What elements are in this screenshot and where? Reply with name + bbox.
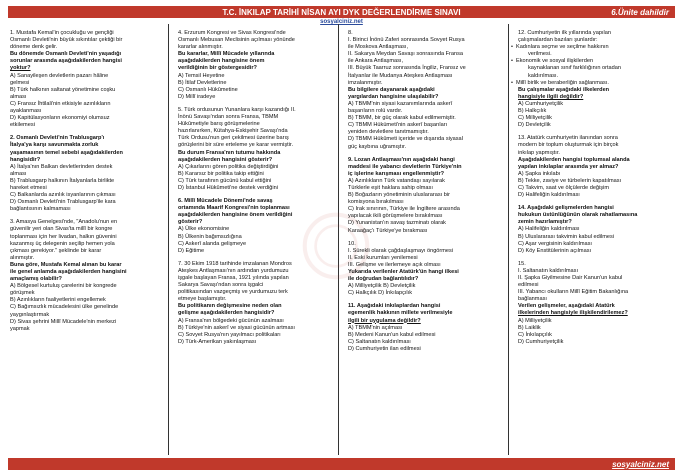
question-line: gelmesi [10,79,30,86]
question-line: işgale başlayan Fransa, 1921 yılında yapılan [178,275,289,281]
question-line: D) Osmanlı Devleti'nin Trablusgarp'ile kara [10,199,116,206]
question-line: B) Uluslararası takvimin kabul edilmesi [518,233,615,240]
question-block [348,157,504,235]
question-line: iç işlerine karışması engellenmiştir? [348,170,445,177]
question-line: yeniden devletlere tanıtmamıştır. [348,129,429,136]
question-line: C) TBMM Hükümeti'nin askerî başarıları [348,122,448,129]
question-block [10,219,166,333]
question-line: Ateşkes Antlaşması'nın ardından yurdumuzu [178,267,289,274]
question-line: C) Milliyetçilik [518,115,552,122]
question-line: Karaağaç'ı Türkiye'ye bırakması [348,227,428,234]
question-line: Osmanlı Mebusan Meclisinin açılması yönünde [178,37,295,44]
question-line: İnönü Savaşı'ndan sonra Fransa, TBMM [178,114,279,121]
question-line: C) Türk tarafının gücünü kabul ettiğini [178,177,272,184]
question-line: hareket etmesi [10,184,47,191]
question-line: modern bir toplum oluşturmak için birçok [518,142,619,149]
question-line: verildiğinin bir göstergesidir? [178,65,257,72]
question-line: C) Aşar vergisinin kaldırılması [518,240,592,247]
question-line: • Kadınlara seçme ve seçilme hakkının [518,44,674,51]
question-line: A) Sanayileşen devletlerin pazarı hâline [10,72,109,79]
question-block [178,30,334,101]
question-line: C) Saltanatın kaldırılması [348,338,411,345]
question-line: A) Fransa'nın bölgedeki gücünün azalması [178,317,284,324]
question-line: 1. Mustafa Kemal'in çocukluğu ve gençliği [10,30,114,36]
question-line: A) Çıkarlarını gören politika değiştirdiğini [178,163,279,170]
question-block [10,135,166,213]
question-line: Bu kararlar, Millî Mücadele yıllarında [178,51,275,58]
question-line: politikasından vazgeçmiş ve yurdumuzu terk [178,289,288,296]
question-line: A) Ülke ekonomisine [178,226,230,233]
question-line: ortamında Maarif Kongresi'nin toplanması [178,205,290,212]
question-line: A) Milliyetçilik B) Devletçilik [348,283,416,290]
question-line: A) Azınlıkların Türk vatandaşı sayılarak [348,177,445,184]
question-line: aşağıdakilerden hangisine önem [178,58,265,65]
column-4 [515,30,674,352]
question-line: çalışmalardan bazıları şunlardır: [518,37,598,44]
unit-note: 6.Ünite dahildir [611,7,669,17]
question-block [10,30,166,129]
question-line: B) TBMM, bir güç olarak kabul edilmemiştir. [348,115,456,122]
question-line: Hükûmetiyle barış görüşmelerine [178,121,260,128]
question-line: güvenilir yeri olan Sivas'ta millî bir kongre [10,226,113,233]
question-line: edilmesi [518,282,539,289]
question-line: B) İtilaf Devletlerine [178,79,227,86]
question-line: ayaklanması [10,108,42,115]
question-line: kaldırılması. [528,72,559,79]
question-line: C) Sovyet Rusya'nın yayılmacı politikaları [178,331,281,338]
question-line: Sakarya Savaşı'ndan sonra işgalci [178,282,264,289]
question-line: B) Azınlıkların faaliyetlerini engellemek [10,297,106,304]
question-block [178,107,334,192]
question-line: Aşağıdakilerden hangisi toplumsal alanda [518,156,630,163]
question-line: inkılap yapmıştır. [518,149,560,156]
question-line: A) Milliyetçilik [518,317,552,324]
question-line: D) Devletçilik [518,122,551,129]
question-line: III. Büyük Taarruz sonrasında İngiliz, Fransız ve [348,65,466,72]
question-line: 13. Atatürk cumhuriyetin ilanından sonra [518,135,618,142]
question-line: gösterir? [178,219,203,226]
question-line: hazırlanırken, Kütahya-Eskişehir Savaşı'nda [178,128,288,135]
question-line: yaygınlaştırmak [10,311,50,318]
question-line: 7. 30 Ekim 1918 tarihinde imzalanan Mondros [178,260,292,267]
question-line: 12. Cumhuriyetin ilk yıllarında yapılan [518,30,611,36]
question-line: I. Birinci İnönü Zaferi sonrasında Sovyet Rusya [348,37,465,44]
question-line: alması [10,93,27,100]
question-line: C) Halkçılık D) İnkılapçılık [348,290,413,297]
question-line: yapılan inkılaplar arasında yer almaz? [518,163,619,170]
column-3 [348,30,504,359]
question-line: hukukun üstünlüğünün olarak rahatlamasına [518,212,638,219]
question-line: C) Askerî alanda gelişmeye [178,240,247,247]
question-line: II. Sakarya Meydan Savaşı sonrasında Fransa [348,51,464,58]
question-line: çıkması gerekiyor." şeklinde bir karar [10,247,102,254]
question-line: sorunlar arasında aşağıdakilerden hangisi [10,58,122,65]
question-line: • Millî birlik ve beraberliğin sağlanması. [518,80,674,87]
question-block [178,198,334,255]
question-line: yargılardan hangisine ulaşılabilir? [348,93,439,100]
question-line: 9. Lozan Antlaşması'nın aşağıdaki hangi [348,156,455,163]
question-line: verilmesi. [528,51,552,58]
question-line: B) Laiklik [518,324,541,331]
question-line: imzalanmıştır. [348,79,383,86]
question-line: Türklerle eşit haklara sahip olması [348,184,433,191]
question-line: hangisidir? [10,156,41,163]
question-block [518,205,674,255]
question-line: bağlanması [518,296,547,303]
question-line: ilgili bir uygulama değildir? [348,317,421,324]
question-line: ile Moskova Antlaşması, [348,44,409,51]
question-line: alması [10,170,27,177]
question-line: D) Cumhuriyetin ilan edilmesi [348,345,421,352]
question-line: A) Şapka inkılabı [518,170,561,177]
question-line: aşağıdakilerden hangisini gösterir? [178,156,273,163]
question-line: görüşlerini bir süre erteleme ye karar vermiştir. [178,142,294,149]
question-line: C) Takvim, saat ve ölçülerde değişim [518,184,609,191]
site-link-top[interactable]: sosyalciniz.net [320,19,363,25]
column-2 [178,30,334,352]
question-line: Bu durum Fransa'nın tutumu hakkında [178,149,281,156]
question-line: toplanması için her livadan, halkın güvenini [10,233,117,240]
question-line: Verilen gelişmeler, aşağıdaki Atatürk [518,303,615,310]
question-line: II. Şapka Giyilmesine Dair Kanun'un kabul [518,275,623,281]
question-line: amaçlamış olabilir? [10,276,62,283]
question-line: D) Kapitülasyonların ekonomiyi olumsuz [10,115,110,122]
question-line: 8. [348,30,353,36]
question-line: yaşamasının temel sebebi aşağıdakilerden [10,149,123,156]
question-line: D) Eğitime [178,247,205,254]
question-line: etkilemesi [10,122,35,129]
column-divider [168,24,169,455]
question-line: etmeye başlamıştır. [178,296,227,303]
question-line: ile doğrudan bağlantılıdır? [348,276,419,283]
exam-title: T.C. İNKILAP TARİHİ NİSAN AYI DYK DEĞERLENDİRME SINAVI [222,7,461,17]
question-block [518,135,674,199]
question-block [518,261,674,346]
question-line: D) Millî iradeye [178,93,216,100]
question-line: D) Köy Enstitülerinin açılması [518,247,592,254]
question-line: 14. Aşağıdaki gelişmelerden hangisi [518,205,614,212]
question-line: D) TBMM Hükûmeti içeride ve dışarıda siyasal [348,136,463,143]
question-line: Bu bilgilere dayanarak aşağıdaki [348,86,435,93]
question-line: I. Sürekli olarak çağdaşlaşmayı öngörmesi [348,247,454,254]
question-line: B) Boğazların yönetiminin uluslararası bir [348,192,450,199]
question-line: Bu politikanın değişmesine neden olan [178,303,282,310]
question-line: 15. [518,260,526,267]
question-line: • Ekonomik ve sosyal ilişkilerden [518,58,674,65]
question-line: 4. Erzurum Kongresi ve Sivas Kongresi'nde [178,30,286,36]
question-line: hangisiyle ilgili değildir? [518,93,584,100]
site-link-bottom[interactable]: sosyalciniz.net [612,459,669,469]
question-line: A) TBMM'nin açılması [348,324,403,331]
question-line: D) İstanbul Hükûmeti'ne destek verdiğini [178,184,278,191]
question-line: İtalya'ya karşı savunmakta zorluk [10,142,99,149]
question-line: maddesi ile yabancı devletlerin Türkiye'nin [348,163,462,170]
question-line: bağlantısının kalmaması [10,206,71,213]
question-line: ile Ankara Antlaşması, [348,58,404,65]
question-line: görüşmek [10,290,35,297]
question-line: A) TBMM'nin siyasi kazanımlarında askerî [348,100,453,107]
question-line: B) Halkçılık [518,108,547,115]
question-line: A) Temsil Heyetine [178,72,225,79]
question-line: C) Osmanlı Hükûmetine [178,86,238,93]
question-line: İtalyanlar ile Mudanya Ateşkes Antlaşması [348,72,453,79]
question-line: D) Halifeliğin kaldırılması [518,192,580,199]
question-line: I. Saltanatın kaldırılması [518,267,579,274]
question-line: B) Medeni Kanun'un kabul edilmesi [348,331,436,338]
question-line: ilkelerinden hangisiyle ilişkilendirilemez? [518,310,628,317]
question-line: aşağıdakilerden hangisine önem verildiğini [178,212,293,219]
question-line: C) İnkılapçılık [518,331,552,338]
question-line: 6. Millî Mücadele Dönemi'nde savaş [178,198,273,205]
question-line: D) Sivas şehrini Millî Mücadele'nin merkezi [10,318,117,325]
question-line: II. Eski kurumları yenilemesi [348,254,418,261]
question-block [348,30,504,151]
question-line: ile genel anlamda aşağıdakilerden hangisini [10,269,127,275]
question-line: A) Halifeliğin kaldırılması [518,226,580,233]
question-line: egemenlik hakkının millete verilmesiyle [348,310,453,317]
question-block [515,30,674,129]
question-line: komisyona bırakılması [348,199,404,206]
question-line: yoktur? [10,65,31,72]
question-line: yapılacak ikili görüşmelere bırakılması [348,213,443,220]
question-line: 5. Türk ordusunun Yunanlara karşı kazandığı II. [178,106,296,113]
question-line: kaynaklanan sınıf farklılığının ortadan [528,65,621,72]
question-line: 3. Amasya Genelgesi'nde, "Anadolu'nun en [10,219,118,226]
header-bar [8,6,675,18]
question-block [348,241,504,298]
question-line: yapmak [10,325,30,332]
question-line: III. Yabancı okulların Millî Eğitim Bakanlığına [518,289,629,296]
question-line: alınmıştır. [10,254,35,261]
question-line: Osmanlı Devleti'nin büyük sıkıntılar çektiği bir [10,37,123,44]
question-line: Türk Ordusu'nun geri çekilmesi üzerine barış [178,135,289,142]
question-line: döneme denk gelir. [10,44,58,51]
question-line: C) Irak sınırının, Türkiye ile İngiltere arasında [348,206,460,213]
question-line: Buna göre, Mustafa Kemal alınan bu karar [10,261,122,268]
question-line: B) Trablusgarp halkının İtalyanlarla birlikte [10,177,115,184]
question-block [178,261,334,346]
question-line: C) Balkanlarda azınlık isyanlarının çıkması [10,192,116,199]
question-line: B) Tekke, zaviye ve türbelerin kapatılması [518,177,622,184]
question-line: kazanmış üç delegenin seçilip hemen yola [10,240,115,247]
question-line: B) Türk halkının saltanat yönetimine coşku [10,86,116,93]
question-line: B) Kararsız bir politika takip ettiğini [178,170,264,177]
question-line: zemin hazırlamıştır? [518,219,572,226]
question-line: Bu dönemde Osmanlı Devleti'nin yaşadığı [10,51,122,58]
question-line: Bu çalışmalar aşağıdaki ilkelerden [518,86,610,93]
question-line: Yukarıda verilenler Atatürk'ün hangi ilkesi [348,269,459,275]
question-line: A) İtalya'nın Balkan devletlerinden destek [10,163,113,170]
question-line: A) Bölgesel kurtuluş çarelerini bir kongrede [10,283,117,290]
question-line: B) Türkiye'nin askerî ve siyasi gücünün artması [178,324,295,331]
question-line: C) Bağımsızlık mücadelesini ülke genelinde [10,304,119,311]
question-line: gelişme aşağıdakilerden hangisidir? [178,310,275,317]
question-line: 11. Aşağıdaki inkılaplardan hangisi [348,303,441,310]
column-divider [508,24,509,455]
question-block [348,303,504,353]
question-line: başarıların rolü vardır. [348,108,403,115]
column-1 [10,30,166,339]
question-line: D) Türk-Amerikan yakınlaşması [178,338,257,345]
question-line: 10. [348,240,356,247]
question-line: kararlar alınmıştır. [178,44,223,51]
question-line: D) Cumhuriyetçilik [518,338,564,345]
question-line: D) Yunanistan'ın savaş tazminatı olarak [348,220,446,227]
question-line: B) Ülkenin bağımsızlığına [178,233,242,240]
question-line: III. Gelişme ve ilerlemeye açık olması [348,261,441,268]
question-line: A) Cumhuriyetçilik [518,100,564,107]
question-line: C) Fransız İhtilali'nin etkisiyle azınlıkların [10,100,111,107]
question-line: 2. Osmanlı Devleti'nin Trablusgarp'ı [10,135,105,142]
footer-bar [8,458,675,470]
question-line: güç kaybına uğramıştır. [348,143,407,150]
